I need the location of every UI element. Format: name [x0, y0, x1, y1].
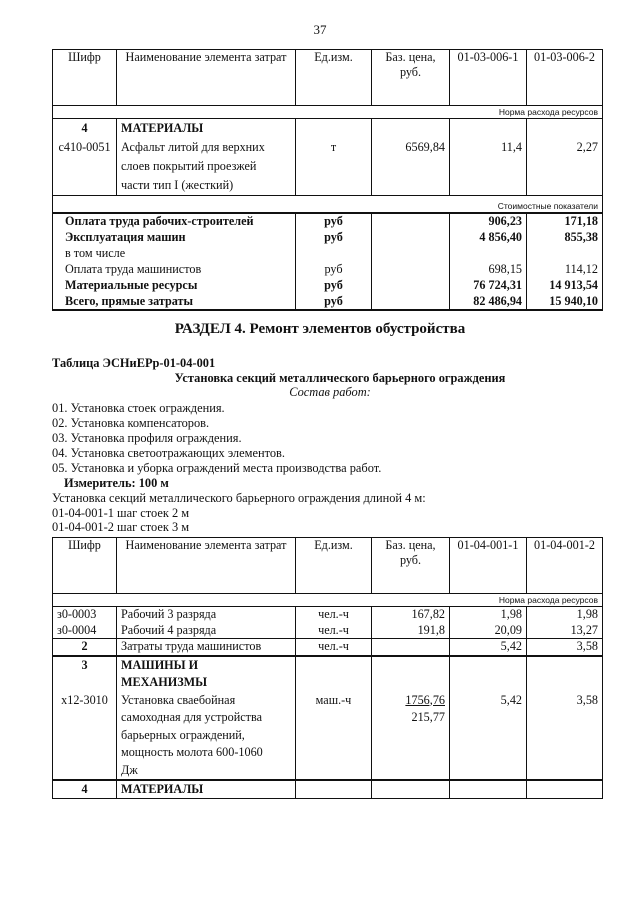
- material-unit-cell: [296, 119, 372, 196]
- table-header-row: [53, 50, 603, 106]
- materials-empty: [296, 780, 372, 799]
- measure-unit: Измеритель: 100 м: [64, 476, 169, 490]
- cost-empty: [372, 278, 450, 294]
- cost-row: [53, 262, 603, 278]
- machines-code-cell: [53, 656, 117, 781]
- cost-label-row: [53, 196, 603, 214]
- machines-unit-cell: [296, 656, 372, 781]
- header-code: Шифр: [53, 538, 117, 594]
- material-name-line: слоев покрытий проезжей: [121, 159, 257, 173]
- norm-label-row: [53, 106, 603, 119]
- cost-empty: [372, 246, 450, 262]
- machines-v1-cell: [450, 656, 527, 781]
- machine-name-line: мощность молота 600-1060: [121, 745, 263, 759]
- machinist-num: 2: [53, 639, 117, 656]
- machines-row: [53, 656, 603, 781]
- page-number: 37: [313, 22, 327, 37]
- machines-unit: маш.-ч: [315, 692, 352, 707]
- cost-label: Стоимостные показатели: [53, 196, 603, 214]
- header-price: Баз. цена, руб.: [372, 50, 450, 106]
- material-v2: 2,27: [576, 140, 598, 154]
- cost-unit: руб: [296, 230, 372, 246]
- header-name: Наименование элемента затрат: [117, 50, 296, 106]
- worker-row: [53, 607, 603, 623]
- worker-price: 191,8: [372, 623, 450, 639]
- worker-v2: 13,27: [527, 623, 603, 639]
- worker-name: Рабочий 3 разряда: [117, 607, 296, 623]
- cost-name: Оплата труда рабочих-строителей: [53, 213, 296, 230]
- norm-label: Норма расхода ресурсов: [53, 106, 603, 119]
- cost-unit: руб: [296, 262, 372, 278]
- machines-section-title: МЕХАНИЗМЫ: [121, 675, 208, 689]
- cost-v1: 698,15: [450, 262, 527, 278]
- table-title: Установка секций металлического барьерного ограждения: [174, 371, 506, 385]
- machinist-price: [372, 639, 450, 656]
- cost-v2: 855,38: [527, 230, 603, 246]
- cost-unit: руб: [296, 278, 372, 294]
- worker-unit: чел.-ч: [296, 607, 372, 623]
- cost-name: в том числе: [53, 246, 296, 262]
- header-unit: Ед.изм.: [296, 50, 372, 106]
- header-variant-2: 01-03-006-2: [527, 50, 603, 106]
- header-price: Баз. цена, руб.: [372, 538, 450, 594]
- cost-v1: 906,23: [450, 213, 527, 230]
- composition-title: Состав работ:: [289, 385, 371, 399]
- cost-name: Эксплуатация машин: [53, 230, 296, 246]
- cost-empty: [372, 262, 450, 278]
- worker-v2: 1,98: [527, 607, 603, 623]
- cost-row: [53, 213, 603, 230]
- cost-v2: 15 940,10: [527, 294, 603, 311]
- material-section-num: 4: [81, 121, 88, 135]
- header-variant-1: 01-04-001-1: [450, 538, 527, 594]
- machines-price-1: 1756,76: [405, 692, 445, 707]
- material-name-line: части тип I (жесткий): [121, 178, 234, 192]
- materials-title: МАТЕРИАЛЫ: [117, 780, 296, 799]
- resources-table-1: [52, 49, 603, 311]
- material-code-cell: [53, 119, 117, 196]
- header-variant-1: 01-03-006-1: [450, 50, 527, 106]
- norm-label-row: [53, 594, 603, 607]
- material-price: 6569,84: [405, 140, 445, 154]
- cost-row: [53, 294, 603, 311]
- work-step: 03. Установка профиля ограждения.: [52, 431, 242, 445]
- work-step: 01. Установка стоек ограждения.: [52, 401, 225, 415]
- cost-row: [53, 230, 603, 246]
- cost-row: [53, 246, 603, 262]
- table-label: Таблица ЭСНиЕРр-01-04-001: [52, 356, 216, 370]
- worker-price: 167,82: [372, 607, 450, 623]
- material-v1-cell: [450, 119, 527, 196]
- header-unit: Ед.изм.: [296, 538, 372, 594]
- machines-price-cell: [372, 656, 450, 781]
- machines-section-title: МАШИНЫ И: [121, 657, 199, 672]
- machine-name-line: Дж: [121, 762, 138, 777]
- cost-empty: [372, 294, 450, 311]
- header-name: Наименование элемента затрат: [117, 538, 296, 594]
- material-v1: 11,4: [501, 140, 522, 154]
- materials-row: [53, 780, 603, 799]
- resources-table-2: [52, 537, 603, 799]
- machinist-unit: чел.-ч: [296, 639, 372, 656]
- cost-v2: 114,12: [527, 262, 603, 278]
- cost-empty: [372, 230, 450, 246]
- worker-name: Рабочий 4 разряда: [117, 623, 296, 639]
- cost-name: Материальные ресурсы: [53, 278, 296, 294]
- section-title: РАЗДЕЛ 4. Ремонт элементов обустройства: [174, 321, 466, 337]
- machinist-v1: 5,42: [450, 639, 527, 656]
- machines-price-2: 215,77: [411, 710, 445, 724]
- machines-name-cell: [117, 656, 296, 781]
- worker-code: з0-0004: [53, 623, 117, 639]
- cost-v1: 76 724,31: [450, 278, 527, 294]
- material-unit: т: [330, 140, 337, 154]
- machinist-v2: 3,58: [527, 639, 603, 656]
- machines-v1: 5,42: [500, 692, 522, 707]
- norm-label: Норма расхода ресурсов: [53, 594, 603, 607]
- machines-code: х12-3010: [61, 692, 108, 707]
- table-header-row: [53, 538, 603, 594]
- worker-row: [53, 623, 603, 639]
- variant-description: Установка секций металлического барьерного ограждения длиной 4 м:: [52, 491, 426, 505]
- variant-item: 01-04-001-2 шаг стоек 3 м: [52, 520, 190, 534]
- material-name-cell: [117, 119, 296, 196]
- materials-empty: [372, 780, 450, 799]
- machines-v2-cell: [527, 656, 603, 781]
- material-row: [53, 119, 603, 196]
- machine-name-line: барьерных ограждений,: [121, 727, 245, 742]
- material-price-cell: [372, 119, 450, 196]
- worker-unit: чел.-ч: [296, 623, 372, 639]
- machinist-row: [53, 639, 603, 656]
- work-step: 04. Установка светоотражающих элементов.: [52, 446, 285, 460]
- header-code: Шифр: [53, 50, 117, 106]
- material-section-title: МАТЕРИАЛЫ: [121, 121, 204, 135]
- materials-empty: [450, 780, 527, 799]
- machines-section-num: 3: [81, 657, 88, 672]
- cost-name: Всего, прямые затраты: [53, 294, 296, 311]
- cost-row: [53, 278, 603, 294]
- cost-v2: [527, 246, 603, 262]
- cost-empty: [372, 213, 450, 230]
- cost-unit: руб: [296, 294, 372, 311]
- work-step: 02. Установка компенсаторов.: [52, 416, 210, 430]
- machine-name-line: самоходная для устройства: [121, 710, 262, 724]
- cost-v2: 171,18: [527, 213, 603, 230]
- cost-v1: 82 486,94: [450, 294, 527, 311]
- cost-v2: 14 913,54: [527, 278, 603, 294]
- worker-v1: 20,09: [450, 623, 527, 639]
- cost-v1: 4 856,40: [450, 230, 527, 246]
- materials-empty: [527, 780, 603, 799]
- cost-name: Оплата труда машинистов: [53, 262, 296, 278]
- materials-num: 4: [53, 780, 117, 799]
- variant-item: 01-04-001-1 шаг стоек 2 м: [52, 506, 190, 520]
- cost-v1: [450, 246, 527, 262]
- machines-v2: 3,58: [576, 692, 598, 707]
- machinist-name: Затраты труда машинистов: [117, 639, 296, 656]
- material-v2-cell: [527, 119, 603, 196]
- work-step: 05. Установка и уборка ограждений места производства работ.: [52, 461, 382, 475]
- cost-unit: руб: [296, 213, 372, 230]
- material-code: с410-0051: [58, 140, 111, 154]
- worker-code: з0-0003: [53, 607, 117, 623]
- material-name-line: Асфальт литой для верхних: [121, 140, 265, 154]
- cost-unit: [296, 246, 372, 262]
- header-variant-2: 01-04-001-2: [527, 538, 603, 594]
- machine-name-line: Установка сваебойная: [121, 692, 236, 707]
- worker-v1: 1,98: [450, 607, 527, 623]
